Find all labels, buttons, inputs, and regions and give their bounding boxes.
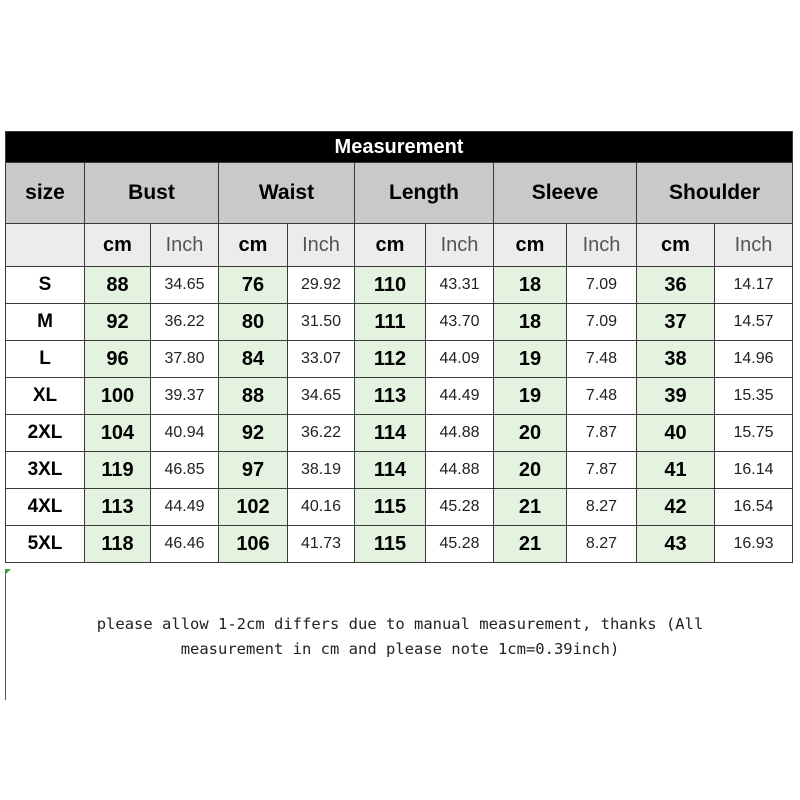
unit-header-cm: cm xyxy=(637,224,715,267)
cm-value-cell: 36 xyxy=(637,267,715,304)
cm-value-cell: 43 xyxy=(637,526,715,563)
inch-value-cell: 7.09 xyxy=(567,267,637,304)
inch-value-cell: 7.87 xyxy=(567,452,637,489)
inch-value-cell: 46.85 xyxy=(151,452,219,489)
inch-value-cell: 31.50 xyxy=(288,304,355,341)
note-line-2: measurement in cm and please note 1cm=0.39inch) xyxy=(180,640,620,658)
inch-value-cell: 33.07 xyxy=(288,341,355,378)
inch-value-cell: 7.48 xyxy=(567,378,637,415)
table-row xyxy=(6,452,793,489)
inch-value-cell: 44.49 xyxy=(426,378,494,415)
cm-value-cell: 18 xyxy=(494,304,567,341)
unit-header-blank xyxy=(6,224,85,267)
cm-value-cell: 114 xyxy=(355,415,426,452)
corner-marker xyxy=(5,569,11,575)
inch-value-cell: 15.75 xyxy=(715,415,793,452)
inch-value-cell: 14.57 xyxy=(715,304,793,341)
table-row xyxy=(6,489,793,526)
cm-value-cell: 113 xyxy=(355,378,426,415)
inch-value-cell: 7.09 xyxy=(567,304,637,341)
cm-value-cell: 111 xyxy=(355,304,426,341)
cm-value-cell: 39 xyxy=(637,378,715,415)
table-title: Measurement xyxy=(6,132,793,163)
inch-value-cell: 7.48 xyxy=(567,341,637,378)
cm-value-cell: 21 xyxy=(494,526,567,563)
unit-header-inch: Inch xyxy=(426,224,494,267)
cm-value-cell: 115 xyxy=(355,489,426,526)
inch-value-cell: 36.22 xyxy=(151,304,219,341)
cm-value-cell: 106 xyxy=(219,526,288,563)
table-row xyxy=(6,415,793,452)
cm-value-cell: 112 xyxy=(355,341,426,378)
inch-value-cell: 38.19 xyxy=(288,452,355,489)
inch-value-cell: 37.80 xyxy=(151,341,219,378)
inch-value-cell: 36.22 xyxy=(288,415,355,452)
cm-value-cell: 104 xyxy=(85,415,151,452)
cm-value-cell: 92 xyxy=(219,415,288,452)
cm-value-cell: 19 xyxy=(494,341,567,378)
cm-value-cell: 88 xyxy=(219,378,288,415)
inch-value-cell: 34.65 xyxy=(151,267,219,304)
inch-value-cell: 8.27 xyxy=(567,489,637,526)
table-row xyxy=(6,526,793,563)
size-cell: 4XL xyxy=(6,489,85,526)
cm-value-cell: 19 xyxy=(494,378,567,415)
cm-value-cell: 84 xyxy=(219,341,288,378)
inch-value-cell: 45.28 xyxy=(426,526,494,563)
inch-value-cell: 15.35 xyxy=(715,378,793,415)
size-cell: XL xyxy=(6,378,85,415)
size-cell: S xyxy=(6,267,85,304)
cm-value-cell: 88 xyxy=(85,267,151,304)
inch-value-cell: 41.73 xyxy=(288,526,355,563)
cm-value-cell: 80 xyxy=(219,304,288,341)
cm-value-cell: 114 xyxy=(355,452,426,489)
size-cell: M xyxy=(6,304,85,341)
cm-value-cell: 76 xyxy=(219,267,288,304)
table-row xyxy=(6,341,793,378)
cm-value-cell: 100 xyxy=(85,378,151,415)
inch-value-cell: 14.17 xyxy=(715,267,793,304)
inch-value-cell: 44.09 xyxy=(426,341,494,378)
unit-header-cm: cm xyxy=(85,224,151,267)
inch-value-cell: 40.16 xyxy=(288,489,355,526)
cm-value-cell: 18 xyxy=(494,267,567,304)
group-header-shoulder: Shoulder xyxy=(637,163,793,224)
unit-header-cm: cm xyxy=(494,224,567,267)
inch-value-cell: 34.65 xyxy=(288,378,355,415)
cm-value-cell: 113 xyxy=(85,489,151,526)
cm-value-cell: 20 xyxy=(494,452,567,489)
table-row xyxy=(6,304,793,341)
note-line-1: please allow 1-2cm differs due to manual measurement, thanks (All xyxy=(96,615,704,633)
cm-value-cell: 37 xyxy=(637,304,715,341)
cm-value-cell: 110 xyxy=(355,267,426,304)
inch-value-cell: 14.96 xyxy=(715,341,793,378)
cm-value-cell: 118 xyxy=(85,526,151,563)
inch-value-cell: 43.31 xyxy=(426,267,494,304)
size-cell: 5XL xyxy=(6,526,85,563)
cm-value-cell: 21 xyxy=(494,489,567,526)
inch-value-cell: 29.92 xyxy=(288,267,355,304)
cm-value-cell: 96 xyxy=(85,341,151,378)
size-cell: 2XL xyxy=(6,415,85,452)
inch-value-cell: 44.88 xyxy=(426,415,494,452)
cm-value-cell: 119 xyxy=(85,452,151,489)
inch-value-cell: 7.87 xyxy=(567,415,637,452)
unit-header-inch: Inch xyxy=(715,224,793,267)
unit-header-inch: Inch xyxy=(567,224,637,267)
inch-value-cell: 44.49 xyxy=(151,489,219,526)
inch-value-cell: 16.14 xyxy=(715,452,793,489)
unit-header-inch: Inch xyxy=(151,224,219,267)
inch-value-cell: 40.94 xyxy=(151,415,219,452)
cm-value-cell: 102 xyxy=(219,489,288,526)
cm-value-cell: 42 xyxy=(637,489,715,526)
cm-value-cell: 92 xyxy=(85,304,151,341)
inch-value-cell: 44.88 xyxy=(426,452,494,489)
group-header-waist: Waist xyxy=(219,163,355,224)
table-body xyxy=(6,267,793,563)
size-header: size xyxy=(6,163,85,224)
cm-value-cell: 41 xyxy=(637,452,715,489)
unit-header-cm: cm xyxy=(219,224,288,267)
unit-header-inch: Inch xyxy=(288,224,355,267)
cm-value-cell: 38 xyxy=(637,341,715,378)
size-chart-table xyxy=(5,131,793,563)
unit-header-cm: cm xyxy=(355,224,426,267)
table-row xyxy=(6,378,793,415)
cm-value-cell: 20 xyxy=(494,415,567,452)
inch-value-cell: 16.54 xyxy=(715,489,793,526)
inch-value-cell: 16.93 xyxy=(715,526,793,563)
group-header-sleeve: Sleeve xyxy=(494,163,637,224)
cm-value-cell: 97 xyxy=(219,452,288,489)
cm-value-cell: 115 xyxy=(355,526,426,563)
table-row xyxy=(6,267,793,304)
size-cell: L xyxy=(6,341,85,378)
size-cell: 3XL xyxy=(6,452,85,489)
inch-value-cell: 39.37 xyxy=(151,378,219,415)
cm-value-cell: 40 xyxy=(637,415,715,452)
group-header-length: Length xyxy=(355,163,494,224)
inch-value-cell: 45.28 xyxy=(426,489,494,526)
left-border-line xyxy=(5,570,6,700)
inch-value-cell: 43.70 xyxy=(426,304,494,341)
group-header-bust: Bust xyxy=(85,163,219,224)
measurement-note xyxy=(30,612,770,662)
inch-value-cell: 46.46 xyxy=(151,526,219,563)
inch-value-cell: 8.27 xyxy=(567,526,637,563)
